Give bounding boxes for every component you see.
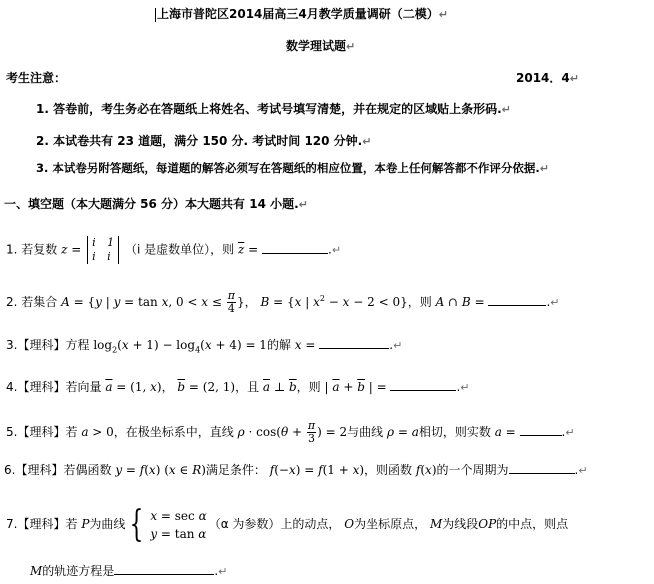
question-5: 5.【理科】若 a > 0，在极坐标系中，直线 ρ · cos(θ + $\frac{\pi}{3}$ ) = 2与曲线 ρ = a相切，则实数 a = .↵ xyxy=(6,419,575,445)
note-item-3: 3. 本试卷另附答题纸，每道题的解答必须写在答题纸的相应位置，本卷上任何解答都不作评分依据.↵ xyxy=(36,161,549,175)
answer-blank xyxy=(509,461,575,474)
document-title: 上海市普陀区2014届高三4月教学质量调研（二模）↵ xyxy=(157,7,448,21)
question-6: 6.【理科】若偶函数 y = f(x) (x ∈ R)满足条件： f(−x) = f(1 + x)，则函数 f(x)的一个周期为 .↵ xyxy=(4,463,588,477)
paragraph-mark-icon: ↵ xyxy=(331,243,342,257)
paragraph-mark-icon: ↵ xyxy=(298,198,308,211)
paragraph-mark-icon: ↵ xyxy=(438,8,448,21)
answer-blank xyxy=(114,562,214,575)
answer-blank xyxy=(319,336,389,349)
paragraph-mark-icon: ↵ xyxy=(362,135,372,148)
paragraph-mark-icon: ↵ xyxy=(393,339,403,352)
notes-heading: 考生注意： xyxy=(6,71,67,85)
question-2: 2. 若集合 A = {y | y = tan x, 0 < x ≤ $\frac{\pi}{4}$ }， B = {x | $x^2 - x - 2 < 0$}，则 A ∩ B = .↵ xyxy=(6,289,560,315)
paragraph-mark-icon: ↵ xyxy=(218,565,228,578)
question-7-line-2: M的轨迹方程是 .↵ xyxy=(30,564,228,578)
question-1: 1. 若复数 z = i 1 i i （i 是虚数单位），则 $\overline{z}$ = .↵ xyxy=(6,236,342,263)
paragraph-mark-icon: ↵ xyxy=(346,40,356,53)
paragraph-mark-icon: ↵ xyxy=(539,162,549,175)
parametric-system: x = sec α y = tan α xyxy=(150,508,207,541)
brace-icon: { xyxy=(129,503,144,545)
paragraph-mark-icon: ↵ xyxy=(460,381,470,394)
text-cursor xyxy=(155,8,156,22)
answer-blank xyxy=(520,423,562,436)
question-3: 3.【理科】方程 $\log_2(x + 1) - \log_4(x + 4) = 1$的解 x = .↵ xyxy=(6,338,403,355)
document-subtitle: 数学理试题↵ xyxy=(286,39,356,53)
notes-date: 2014．4↵ xyxy=(516,71,579,85)
question-7: 7.【理科】若 P为曲线 { x = sec α y = tan α （α 为参数）上的动点， O为坐标原点， M为线段OP的中点，则点 xyxy=(6,503,569,545)
paragraph-mark-icon: ↵ xyxy=(578,464,588,477)
paragraph-mark-icon: ↵ xyxy=(565,426,575,439)
note-item-2: 2. 本试卷共有 23 道题，满分 150 分. 考试时间 120 分钟.↵ xyxy=(36,134,372,148)
section-heading: 一、填空题（本大题满分 56 分）本大题共有 14 小题.↵ xyxy=(4,197,308,211)
determinant: i 1 i i xyxy=(87,236,119,264)
answer-blank xyxy=(262,241,328,254)
paragraph-mark-icon: ↵ xyxy=(569,72,579,85)
paragraph-mark-icon: ↵ xyxy=(501,103,511,116)
note-item-1: 1. 答卷前，考生务必在答题纸上将姓名、考试号填写清楚，并在规定的区域贴上条形码.↵ xyxy=(36,102,511,116)
question-4: 4.【理科】若向量 $\overline{a} = (1$, x)， $\overline{b} = (2$, 1)，且 $\overline{a}$ ⊥ $\overline{b}$，则 | $\overline{a} + \overline{b}$ | = .↵ xyxy=(6,380,470,394)
answer-blank xyxy=(488,293,546,306)
paragraph-mark-icon: ↵ xyxy=(550,296,560,309)
answer-blank xyxy=(390,378,456,391)
